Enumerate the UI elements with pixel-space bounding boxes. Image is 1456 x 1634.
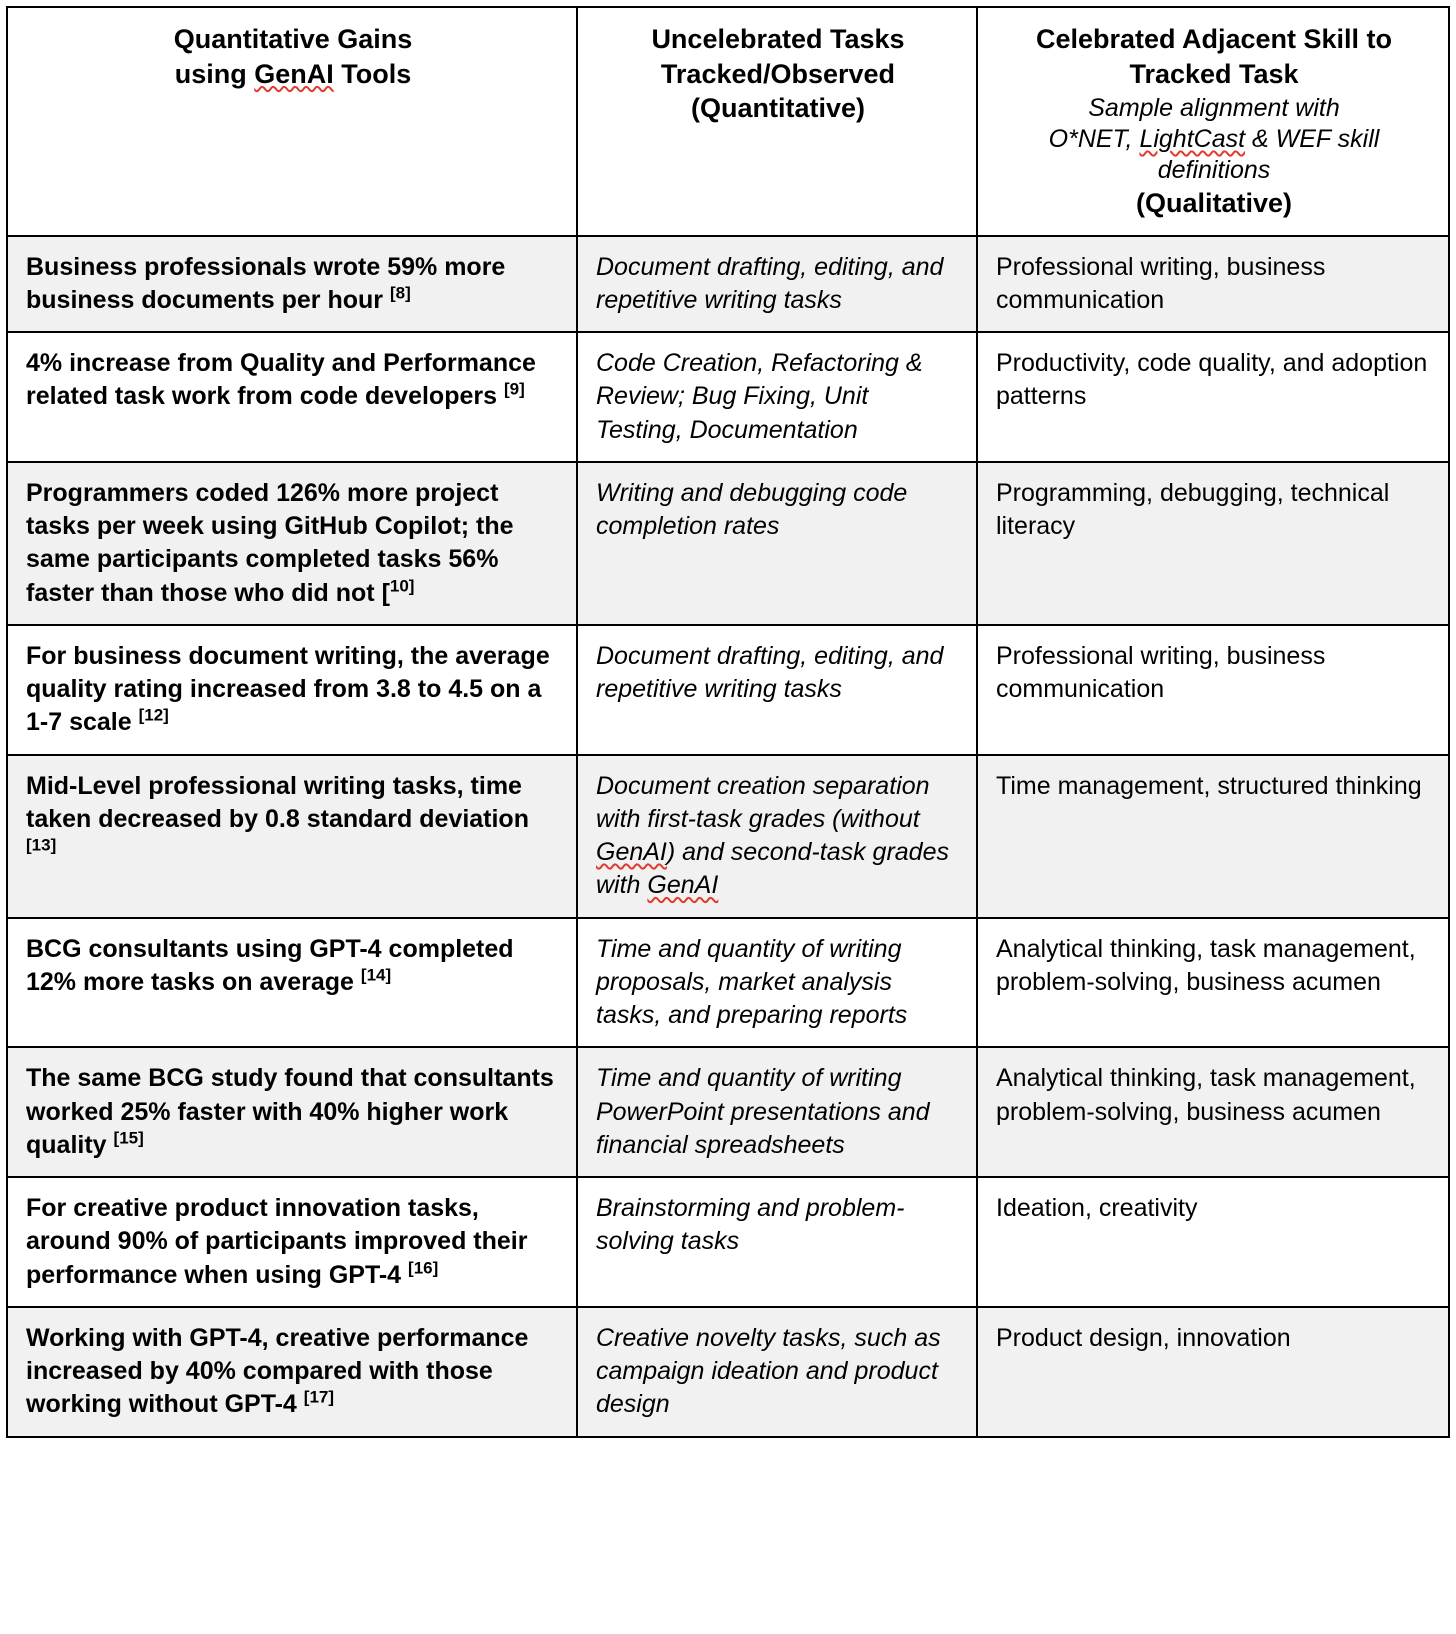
column-header-uncelebrated-tasks [577,7,977,236]
cell-quantitative-gain [7,918,577,1048]
header-row [7,7,1449,236]
gain-text: Business professionals wrote 59% more business documents per hour [26,252,506,314]
cell-tracked-task [577,332,977,462]
gain-text: Programmers coded 126% more project tasks per week using GitHub Copilot; the same participants completed tasks 56% faster than those who did not [26,478,514,607]
table-row [7,332,1449,462]
table-row [7,755,1449,918]
gain-text: Mid-Level professional writing tasks, time taken decreased by 0.8 standard deviation [26,771,529,833]
header-col3-sub-onet: O*NET, [1048,125,1140,154]
task-text: Document drafting, editing, and repetitive writing tasks [596,641,944,704]
cell-adjacent-skill [977,236,1449,333]
cell-adjacent-skill [977,1307,1449,1437]
task-text: Code Creation, Refactoring & Review; Bug Fixing, Unit Testing, Documentation [596,349,923,444]
column-header-quantitative-gains [7,7,577,236]
table-row [7,462,1449,625]
header-col2-line2: Tracked/Observed [660,58,896,89]
task-text: Document drafting, editing, and repetitive writing tasks [596,252,944,314]
cell-tracked-task [577,918,977,1048]
cell-quantitative-gain [7,1177,577,1307]
table-row [7,236,1449,333]
cell-adjacent-skill [977,918,1449,1048]
skill-text: Analytical thinking, task management, problem-solving, business acumen [996,934,1416,996]
cell-quantitative-gain [7,625,577,755]
cell-tracked-task [577,1047,977,1177]
header-col1-genai-word: GenAI [254,58,334,89]
gain-text: 4% increase from Quality and Performance related task work from code developers [26,349,536,411]
cell-adjacent-skill [977,462,1449,625]
cell-tracked-task [577,236,977,333]
cell-tracked-task [577,755,977,918]
skill-text: Time management, structured thinking [996,771,1422,800]
header-col3-line4: (Qualitative) [1135,188,1293,219]
gain-reference: [12] [138,706,169,726]
cell-tracked-task [577,1177,977,1307]
gain-reference: [15] [113,1128,144,1148]
gain-reference: [16] [408,1258,439,1278]
cell-quantitative-gain [7,1047,577,1177]
cell-adjacent-skill [977,1177,1449,1307]
header-col1-line2-suffix: Tools [333,58,412,89]
gain-reference: 10] [389,576,415,596]
cell-quantitative-gain [7,332,577,462]
gain-text: The same BCG study found that consultants worked 25% faster with 40% higher work quality [26,1064,554,1159]
skill-text: Ideation, creativity [996,1194,1198,1223]
task-text: Time and quantity of writing proposals, market analysis tasks, and preparing reports [596,934,908,1030]
header-col1-line2-prefix: using [174,58,255,89]
task-text: Time and quantity of writing PowerPoint presentations and financial spreadsheets [596,1064,930,1159]
gain-ref-bracket: [ [381,578,390,607]
header-col3-sub-line1: Sample alignment with [1088,94,1340,123]
column-header-celebrated-adjacent-skill [977,7,1449,236]
task-text: Brainstorming and problem-solving tasks [596,1194,905,1256]
skill-text: Product design, innovation [996,1323,1291,1352]
genai-gains-table [6,6,1450,1438]
table-row [7,1307,1449,1437]
task-text: Writing and debugging code completion rates [596,478,908,541]
table-row [7,1177,1449,1307]
gain-reference: [17] [303,1388,335,1408]
gain-reference: [14] [360,965,392,985]
header-col3-line2: Tracked Task [1129,58,1299,89]
header-col2-line3: (Quantitative) [690,93,865,124]
skill-text: Productivity, code quality, and adoption patterns [996,349,1428,411]
skill-text: Analytical thinking, task management, problem-solving, business acumen [996,1064,1416,1126]
skill-text: Professional writing, business communication [996,252,1326,314]
cell-tracked-task [577,462,977,625]
header-col3-sub-wef: & WEF skill [1245,125,1380,154]
header-col1-line1: Quantitative Gains [173,24,413,54]
task-text: Document creation separation with first-task grades (without GenAI) and second-task grades with GenAI [596,771,949,900]
header-col3-line1: Celebrated Adjacent Skill to [1035,24,1393,54]
table-header [7,7,1449,236]
table-row [7,625,1449,755]
cell-tracked-task [577,1307,977,1437]
gain-reference: [13] [26,835,57,855]
cell-adjacent-skill [977,332,1449,462]
cell-adjacent-skill [977,755,1449,918]
skill-text: Programming, debugging, technical literacy [996,478,1390,541]
header-col3-sub-lightcast: LightCast [1139,125,1246,154]
table-row [7,918,1449,1048]
gain-text: BCG consultants using GPT-4 completed 12% more tasks on average [26,934,514,996]
table-row [7,1047,1449,1177]
cell-quantitative-gain [7,236,577,333]
skill-text: Professional writing, business communication [996,641,1326,704]
cell-quantitative-gain [7,1307,577,1437]
gain-text: For creative product innovation tasks, around 90% of participants improved their performance when using GPT-4 [26,1194,528,1289]
gain-reference: [8] [389,283,411,303]
cell-tracked-task [577,625,977,755]
gain-text: Working with GPT-4, creative performance increased by 40% compared with those working without GPT-4 [26,1323,529,1419]
table-body [7,236,1449,1437]
task-text: Creative novelty tasks, such as campaign ideation and product design [596,1323,941,1419]
header-col3-sub-line3: definitions [1157,156,1271,185]
cell-adjacent-skill [977,625,1449,755]
gain-text: For business document writing, the average quality rating increased from 3.8 to 4.5 on a 1-7 scale [26,641,550,737]
header-col2-line1: Uncelebrated Tasks [651,24,905,54]
cell-quantitative-gain [7,462,577,625]
cell-quantitative-gain [7,755,577,918]
gain-reference: [9] [503,380,525,400]
cell-adjacent-skill [977,1047,1449,1177]
